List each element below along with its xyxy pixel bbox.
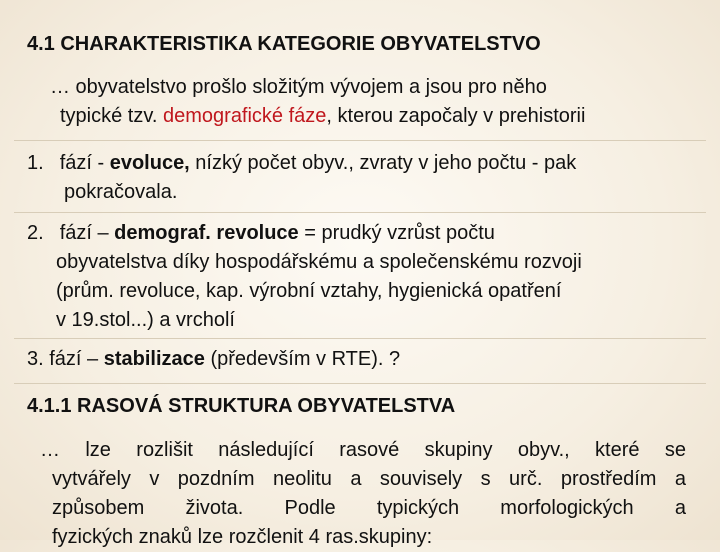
phase-3-desc: (především v RTE). ? (204, 348, 401, 370)
phase-2-desc: = prudký vzrůst počtu (298, 222, 495, 244)
highlight-term: demografické fáze (163, 105, 327, 127)
intro-text-end: , kterou započaly v prehistorii (326, 105, 586, 127)
phase-2-line-2: obyvatelstva díky hospodářskému a společenskému rozvoji (56, 251, 582, 273)
phase-2-line-1 (27, 219, 582, 248)
divider (14, 338, 706, 339)
race-line-3: způsobem života. Podle typických morfologických a (52, 497, 686, 519)
phase-2-line-3: (prům. revoluce, kap. výrobní vztahy, hygienická opatření (56, 280, 562, 302)
phase-2-number: 2. (27, 222, 44, 244)
phase-1-term: evoluce, (109, 152, 190, 174)
phase-1-line-2: pokračovala. (64, 181, 178, 203)
intro-paragraph (50, 73, 585, 131)
phase-3-item (27, 345, 400, 374)
section-heading: 4.1 CHARAKTERISTIKA KATEGORIE OBYVATELSTVO (27, 33, 541, 55)
race-line-4: fyzických znaků lze rozčlenit 4 ras.skupiny: (52, 526, 433, 548)
intro-line-1: … obyvatelstvo prošlo složitým vývojem a jsou pro něho (50, 76, 547, 98)
race-paragraph (40, 436, 686, 552)
divider (14, 140, 706, 141)
divider (14, 383, 706, 384)
intro-line-2 (50, 102, 585, 131)
subsection-heading: 4.1.1 RASOVÁ STRUKTURA OBYVATELSTVA (27, 395, 456, 417)
phase-1-item (27, 149, 576, 207)
phase-1-text: fází - (59, 152, 110, 174)
phase-2-term: demograf. revoluce (114, 222, 299, 244)
divider (14, 212, 706, 213)
phase-3-term: stabilizace (103, 348, 205, 370)
phase-2-text: fází – (59, 222, 115, 244)
race-line-1: … lze rozlišit následující rasové skupiny obyv., které se (40, 439, 686, 461)
phase-2-line-4: v 19.stol...) a vrcholí (56, 309, 235, 331)
phase-1-line-1 (27, 149, 576, 178)
intro-text: typické tzv. (60, 105, 163, 127)
race-line-2: vytvářely v pozdním neolitu a souvisely s urč. prostředím a (52, 468, 686, 490)
phase-1-desc: nízký počet obyv., zvraty v jeho počtu - pak (189, 152, 577, 174)
phase-3-text: 3. fází – (27, 348, 104, 370)
phase-1-number: 1. (27, 152, 44, 174)
phase-2-item (27, 219, 582, 335)
